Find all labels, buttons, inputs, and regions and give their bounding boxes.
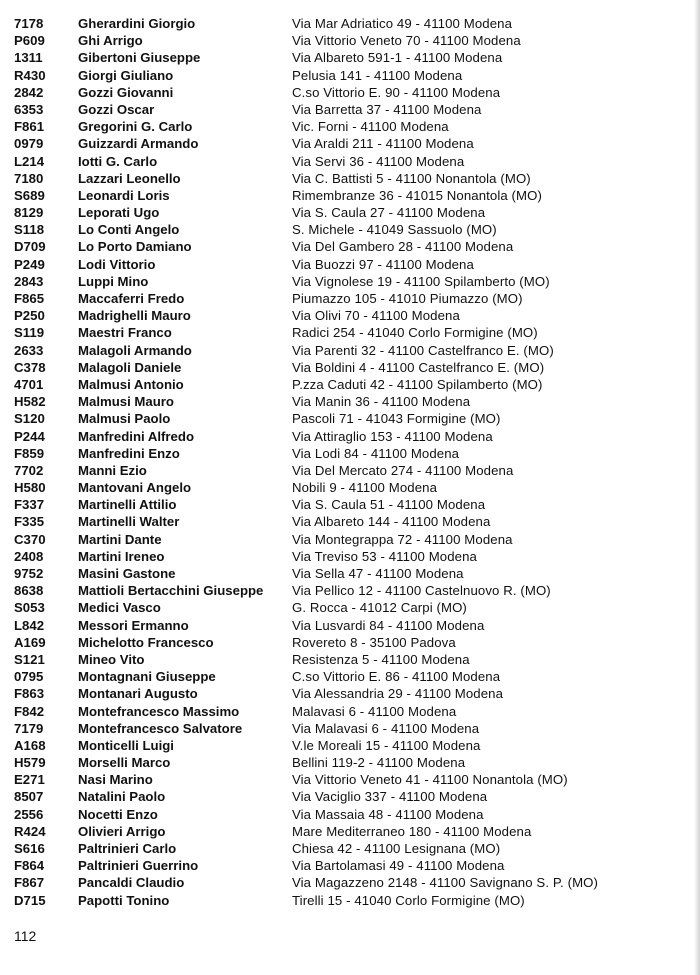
entry-address: Via C. Battisti 5 - 41100 Nonantola (MO): [292, 170, 531, 186]
directory-entry: [0, 462, 700, 479]
entry-name: Paltrinieri Guerrino: [78, 858, 199, 874]
entry-name: Papotti Tonino: [78, 892, 170, 908]
entry-address: Via Magazzeno 2148 - 41100 Savignano S. P. (MO): [292, 875, 599, 891]
entry-code: S121: [14, 651, 45, 667]
directory-entry: [0, 892, 700, 909]
entry-code: S053: [14, 600, 45, 616]
directory-entry: [0, 101, 700, 118]
entry-name: Medici Vasco: [78, 600, 161, 616]
entry-address: Via Boldini 4 - 41100 Castelfranco E. (MO): [292, 359, 545, 375]
entry-code: 2408: [14, 548, 44, 564]
entry-name: Montefrancesco Salvatore: [78, 720, 243, 736]
entry-address: Rimembranze 36 - 41015 Nonantola (MO): [292, 187, 542, 203]
entry-address: Via Araldi 211 - 41100 Modena: [292, 136, 474, 152]
entry-name: Lodi Vittorio: [78, 256, 156, 272]
entry-address: Via Alessandria 29 - 41100 Modena: [292, 686, 504, 702]
entry-address: Via Attiraglio 153 - 41100 Modena: [292, 428, 493, 444]
entry-name: Pancaldi Claudio: [78, 875, 185, 891]
entry-code: H580: [14, 480, 46, 496]
entry-address: Via Manin 36 - 41100 Modena: [292, 394, 471, 410]
directory-entry: [0, 290, 700, 307]
entry-name: Malmusi Antonio: [78, 376, 184, 392]
directory-entry: [0, 823, 700, 840]
entry-name: Malagoli Daniele: [78, 359, 182, 375]
entry-code: 8638: [14, 583, 44, 599]
entry-name: Gozzi Oscar: [78, 101, 155, 117]
directory-entry: [0, 737, 700, 754]
entry-address: Via Buozzi 97 - 41100 Modena: [292, 256, 474, 272]
entry-name: Malagoli Armando: [78, 342, 192, 358]
directory-entry: [0, 668, 700, 685]
directory-entry: [0, 617, 700, 634]
entry-name: Lazzari Leonello: [78, 170, 181, 186]
directory-entry: [0, 170, 700, 187]
entry-name: Luppi Mino: [78, 273, 149, 289]
entry-name: Manfredini Alfredo: [78, 428, 195, 444]
entry-code: F865: [14, 291, 45, 306]
entry-code: S616: [14, 841, 45, 856]
entry-code: F861: [14, 119, 45, 135]
entry-name: Paltrinieri Carlo: [78, 841, 177, 856]
entry-code: H579: [14, 755, 46, 771]
entry-code: R430: [14, 67, 46, 83]
entry-address: Via Treviso 53 - 41100 Modena: [292, 548, 477, 564]
directory-entry: [0, 238, 700, 255]
entry-name: Montagnani Giuseppe: [78, 669, 216, 685]
entry-address: Piumazzo 105 - 41010 Piumazzo (MO): [292, 291, 523, 306]
entry-code: 7702: [14, 462, 44, 478]
entry-code: 9752: [14, 566, 44, 581]
entry-name: Natalini Paolo: [78, 789, 166, 805]
entry-name: Leonardi Loris: [78, 187, 170, 203]
entry-address: C.so Vittorio E. 90 - 41100 Modena: [292, 84, 501, 100]
directory-entry: [0, 651, 700, 668]
entry-name: Madrighelli Mauro: [78, 308, 191, 324]
directory-entry: [0, 324, 700, 341]
entry-code: 7180: [14, 170, 44, 186]
entry-name: Montefrancesco Massimo: [78, 703, 240, 719]
entry-name: Mantovani Angelo: [78, 480, 192, 496]
entry-code: E271: [14, 772, 45, 788]
entry-address: Via Lodi 84 - 41100 Modena: [292, 445, 460, 461]
directory-entry: [0, 221, 700, 238]
entry-address: Via Del Gambero 28 - 41100 Modena: [292, 239, 514, 255]
entry-name: Morselli Marco: [78, 755, 171, 771]
directory-entry: [0, 685, 700, 702]
entry-name: Guizzardi Armando: [78, 136, 199, 152]
directory-entry: [0, 703, 700, 720]
entry-address: Via Albareto 591-1 - 41100 Modena: [292, 50, 503, 66]
directory-entry: [0, 307, 700, 324]
entry-address: S. Michele - 41049 Sassuolo (MO): [292, 222, 497, 238]
entry-name: Gozzi Giovanni: [78, 84, 174, 100]
entry-code: A168: [14, 737, 46, 753]
entry-code: D715: [14, 892, 46, 908]
directory-entry: [0, 376, 700, 393]
directory-entry: [0, 204, 700, 221]
directory-entry: [0, 754, 700, 771]
entry-code: 2842: [14, 84, 44, 100]
entry-code: 7178: [14, 16, 44, 31]
directory-entry: [0, 118, 700, 135]
directory-entry: [0, 32, 700, 49]
entry-name: Martinelli Attilio: [78, 497, 177, 513]
directory-entry: [0, 359, 700, 376]
entry-address: Via Parenti 32 - 41100 Castelfranco E. (MO): [292, 342, 554, 358]
entry-name: Manfredini Enzo: [78, 445, 180, 461]
entry-name: Michelotto Francesco: [78, 634, 214, 650]
entry-code: 1311: [14, 50, 43, 66]
directory-entry: [0, 788, 700, 805]
entry-address: Via Montegrappa 72 - 41100 Modena: [292, 531, 513, 547]
entry-name: Maestri Franco: [78, 325, 172, 341]
entry-address: P.zza Caduti 42 - 41100 Spilamberto (MO): [292, 376, 543, 392]
entry-address: Via Pellico 12 - 41100 Castelnuovo R. (MO): [292, 583, 551, 599]
directory-entry: [0, 153, 700, 170]
entry-code: 4701: [14, 376, 44, 392]
entry-address: Via Vaciglio 337 - 41100 Modena: [292, 789, 488, 805]
entry-code: C370: [14, 531, 46, 547]
entry-address: Mare Mediterraneo 180 - 41100 Modena: [292, 823, 532, 839]
entry-address: Chiesa 42 - 41100 Lesignana (MO): [292, 841, 501, 856]
directory-entry: [0, 428, 700, 445]
entry-address: Via S. Caula 51 - 41100 Modena: [292, 497, 486, 513]
directory-entry: [0, 720, 700, 737]
directory-entry: [0, 634, 700, 651]
entry-code: 8129: [14, 205, 44, 221]
entry-name: Mattioli Bertacchini Giuseppe: [78, 583, 264, 599]
directory-entry: [0, 84, 700, 101]
entry-name: Maccaferri Fredo: [78, 291, 185, 306]
entry-address: Via Vignolese 19 - 41100 Spilamberto (MO): [292, 273, 550, 289]
entry-name: Mineo Vito: [78, 651, 145, 667]
entry-address: Via Vittorio Veneto 70 - 41100 Modena: [292, 33, 521, 49]
entry-name: Gregorini G. Carlo: [78, 119, 193, 135]
directory-entry: [0, 135, 700, 152]
directory-entry: [0, 256, 700, 273]
entry-code: A169: [14, 634, 46, 650]
entry-address: Tirelli 15 - 41040 Corlo Formigine (MO): [292, 892, 525, 908]
entry-code: S118: [14, 222, 45, 238]
entry-address: Via Olivi 70 - 41100 Modena: [292, 308, 460, 324]
entry-code: R424: [14, 823, 46, 839]
entry-name: Martinelli Walter: [78, 514, 180, 530]
directory-entry: [0, 599, 700, 616]
entry-code: H582: [14, 394, 46, 410]
entry-name: Monticelli Luigi: [78, 737, 174, 753]
entry-code: P609: [14, 33, 45, 49]
directory-entry: [0, 342, 700, 359]
directory-entry: [0, 513, 700, 530]
entry-address: Radici 254 - 41040 Corlo Formigine (MO): [292, 325, 538, 341]
entry-address: Via Albareto 144 - 41100 Modena: [292, 514, 491, 530]
entry-name: Martini Dante: [78, 531, 162, 547]
entry-address: Via Bartolamasi 49 - 41100 Modena: [292, 858, 505, 874]
entry-name: Iotti G. Carlo: [78, 153, 158, 169]
directory-entry: [0, 445, 700, 462]
directory-entry: [0, 565, 700, 582]
entry-code: 2556: [14, 806, 44, 822]
entry-address: Bellini 119-2 - 41100 Modena: [292, 755, 466, 771]
entry-name: Nocetti Enzo: [78, 806, 158, 822]
entry-code: S119: [14, 325, 45, 341]
directory-entry: [0, 840, 700, 857]
entry-code: 0795: [14, 669, 44, 685]
directory-entry: [0, 874, 700, 891]
page-edge-shadow: [694, 0, 700, 975]
entry-code: 8507: [14, 789, 44, 805]
directory-entry: [0, 187, 700, 204]
entry-address: Via Sella 47 - 41100 Modena: [292, 566, 464, 581]
entry-code: F867: [14, 875, 45, 891]
entry-address: Via Del Mercato 274 - 41100 Modena: [292, 462, 514, 478]
entry-code: F859: [14, 445, 45, 461]
entry-address: Nobili 9 - 41100 Modena: [292, 480, 438, 496]
entry-address: Pascoli 71 - 41043 Formigine (MO): [292, 411, 501, 427]
entry-code: P249: [14, 256, 45, 272]
directory-entry: [0, 410, 700, 427]
entry-name: Ghi Arrigo: [78, 33, 143, 49]
entry-name: Malmusi Paolo: [78, 411, 171, 427]
entry-code: L842: [14, 617, 45, 633]
entry-address: Via Vittorio Veneto 41 - 41100 Nonantola (MO): [292, 772, 568, 788]
entry-name: Lo Porto Damiano: [78, 239, 192, 255]
directory-entry: [0, 582, 700, 599]
directory-entry: [0, 273, 700, 290]
entry-address: Via Barretta 37 - 41100 Modena: [292, 101, 482, 117]
entry-name: Leporati Ugo: [78, 205, 160, 221]
entry-code: 2633: [14, 342, 44, 358]
entry-code: S689: [14, 187, 45, 203]
entry-address: Vic. Forni - 41100 Modena: [292, 119, 449, 135]
entry-address: Resistenza 5 - 41100 Modena: [292, 651, 470, 667]
entry-address: Pelusia 141 - 41100 Modena: [292, 67, 463, 83]
entry-address: Via Malavasi 6 - 41100 Modena: [292, 720, 480, 736]
entry-code: 6353: [14, 101, 44, 117]
entry-code: P244: [14, 428, 45, 444]
directory-entry: [0, 393, 700, 410]
directory-entry: [0, 49, 700, 66]
entry-name: Masini Gastone: [78, 566, 176, 581]
entry-code: L214: [14, 153, 45, 169]
entry-code: F335: [14, 514, 45, 530]
directory-entry: [0, 15, 700, 32]
directory-entry: [0, 531, 700, 548]
entry-name: Malmusi Mauro: [78, 394, 174, 410]
directory-entry: [0, 496, 700, 513]
entry-name: Martini Ireneo: [78, 548, 165, 564]
entry-code: P250: [14, 308, 45, 324]
entry-code: C378: [14, 359, 46, 375]
entry-code: 0979: [14, 136, 44, 152]
entry-name: Olivieri Arrigo: [78, 823, 166, 839]
entry-address: Via Massaia 48 - 41100 Modena: [292, 806, 484, 822]
entry-address: Rovereto 8 - 35100 Padova: [292, 634, 456, 650]
directory-entry: [0, 67, 700, 84]
directory-entry: [0, 857, 700, 874]
entry-name: Lo Conti Angelo: [78, 222, 180, 238]
entry-address: Malavasi 6 - 41100 Modena: [292, 703, 457, 719]
entry-address: Via Lusvardi 84 - 41100 Modena: [292, 617, 485, 633]
entry-name: Gibertoni Giuseppe: [78, 50, 201, 66]
entry-code: D709: [14, 239, 46, 255]
entry-name: Montanari Augusto: [78, 686, 198, 702]
directory-entry: [0, 479, 700, 496]
directory-entry: [0, 771, 700, 788]
page-number: 112: [14, 928, 37, 944]
entry-address: V.le Moreali 15 - 41100 Modena: [292, 737, 481, 753]
entry-code: 7179: [14, 720, 44, 736]
entry-address: Via Servi 36 - 41100 Modena: [292, 153, 465, 169]
entry-name: Gherardini Giorgio: [78, 16, 196, 31]
directory-entry: [0, 548, 700, 565]
directory-entry: [0, 806, 700, 823]
entry-code: F337: [14, 497, 45, 513]
entry-address: C.so Vittorio E. 86 - 41100 Modena: [292, 669, 501, 685]
entry-code: F842: [14, 703, 45, 719]
entry-name: Manni Ezio: [78, 462, 147, 478]
entry-code: F864: [14, 858, 45, 874]
entry-address: Via Mar Adriatico 49 - 41100 Modena: [292, 16, 513, 31]
entry-list: [0, 15, 700, 909]
entry-code: 2843: [14, 273, 44, 289]
entry-code: F863: [14, 686, 45, 702]
entry-name: Nasi Marino: [78, 772, 153, 788]
entry-name: Giorgi Giuliano: [78, 67, 174, 83]
entry-address: Via S. Caula 27 - 41100 Modena: [292, 205, 486, 221]
entry-code: S120: [14, 411, 45, 427]
entry-name: Messori Ermanno: [78, 617, 189, 633]
entry-address: G. Rocca - 41012 Carpi (MO): [292, 600, 467, 616]
